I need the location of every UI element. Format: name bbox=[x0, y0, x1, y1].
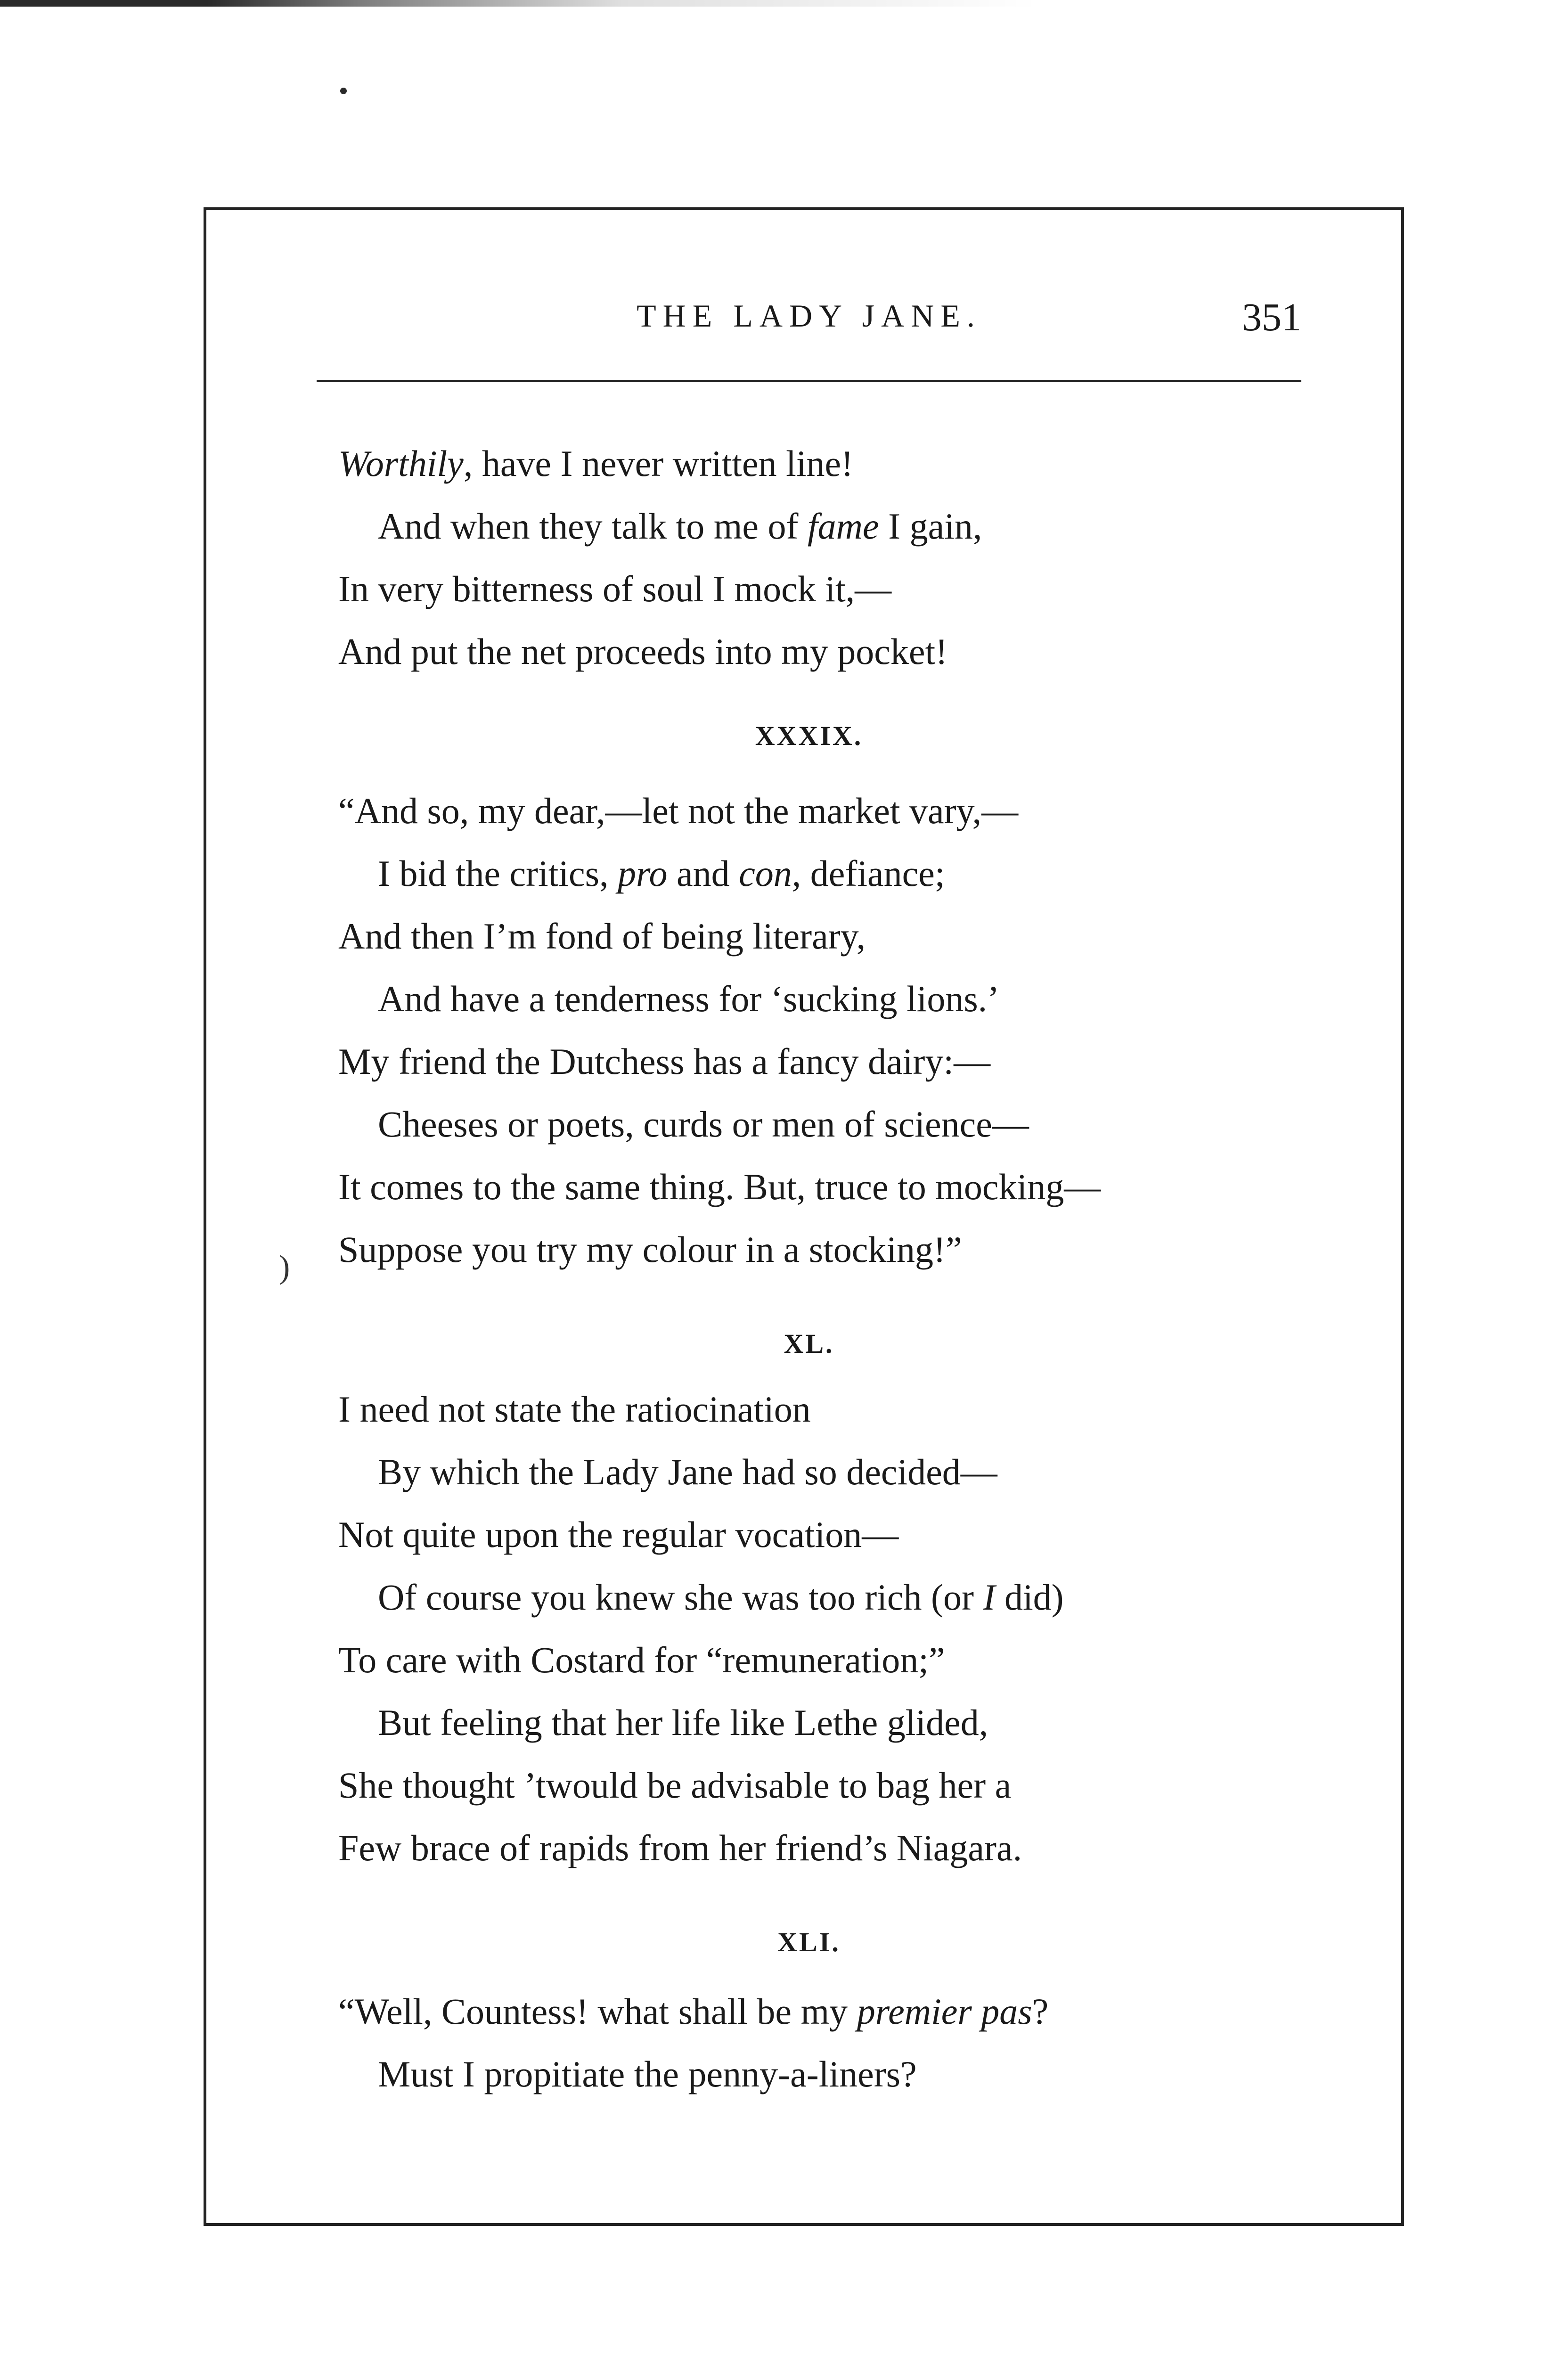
verse-line: I bid the critics, pro and con, defiance; bbox=[378, 853, 945, 894]
verse-line: It comes to the same thing. But, truce to mocking— bbox=[338, 1166, 1101, 1207]
verse-line: And put the net proceeds into my pocket! bbox=[338, 631, 948, 672]
verse-line: My friend the Dutchess has a fancy dairy:— bbox=[338, 1041, 991, 1082]
margin-mark: ) bbox=[279, 1249, 290, 1285]
verse-line: Not quite upon the regular vocation— bbox=[338, 1514, 899, 1555]
verse-line: I need not state the ratiocination bbox=[338, 1389, 811, 1430]
running-title: THE LADY JANE. bbox=[637, 298, 981, 334]
verse-line: And when they talk to me of fame I gain, bbox=[378, 506, 982, 547]
verse-line: To care with Costard for “remuneration;” bbox=[338, 1639, 945, 1680]
page-number: 351 bbox=[1242, 295, 1301, 339]
verse-line: In very bitterness of soul I mock it,— bbox=[338, 568, 892, 609]
verse-line: Worthily, have I never written line! bbox=[338, 443, 854, 484]
stanza-xli bbox=[338, 1980, 1048, 2105]
verse-line: Of course you knew she was too rich (or I did) bbox=[378, 1577, 1064, 1618]
verse-line: She thought ’twould be advisable to bag her a bbox=[338, 1765, 1012, 1806]
stanza-number: XXXIX. bbox=[755, 720, 863, 751]
stanza-xl bbox=[338, 1378, 1064, 1879]
top-edge-rule bbox=[0, 0, 1037, 7]
verse-line: Must I propitiate the penny-a-liners? bbox=[378, 2053, 917, 2094]
verse-line: Few brace of rapids from her friend’s Niagara. bbox=[338, 1827, 1022, 1868]
stanza-number: XLI. bbox=[777, 1927, 841, 1957]
stanza-xxxix bbox=[338, 779, 1101, 1281]
stanza-continued bbox=[338, 432, 982, 683]
verse-line: By which the Lady Jane had so decided— bbox=[378, 1451, 997, 1492]
ink-speck bbox=[340, 88, 347, 94]
verse-line: Suppose you try my colour in a stocking!” bbox=[338, 1229, 962, 1270]
verse-line: But feeling that her life like Lethe glided, bbox=[378, 1702, 988, 1743]
running-head bbox=[317, 292, 1301, 353]
verse-line: And then I’m fond of being literary, bbox=[338, 916, 866, 957]
stanza-number: XL. bbox=[784, 1328, 834, 1359]
verse-line: “Well, Countess! what shall be my premier pas? bbox=[338, 1991, 1049, 2032]
header-rule bbox=[317, 380, 1301, 382]
verse-line: And have a tenderness for ‘sucking lions.’ bbox=[378, 978, 1000, 1019]
verse-line: Cheeses or poets, curds or men of science— bbox=[378, 1104, 1029, 1145]
verse-line: “And so, my dear,—let not the market vary,— bbox=[338, 790, 1019, 831]
